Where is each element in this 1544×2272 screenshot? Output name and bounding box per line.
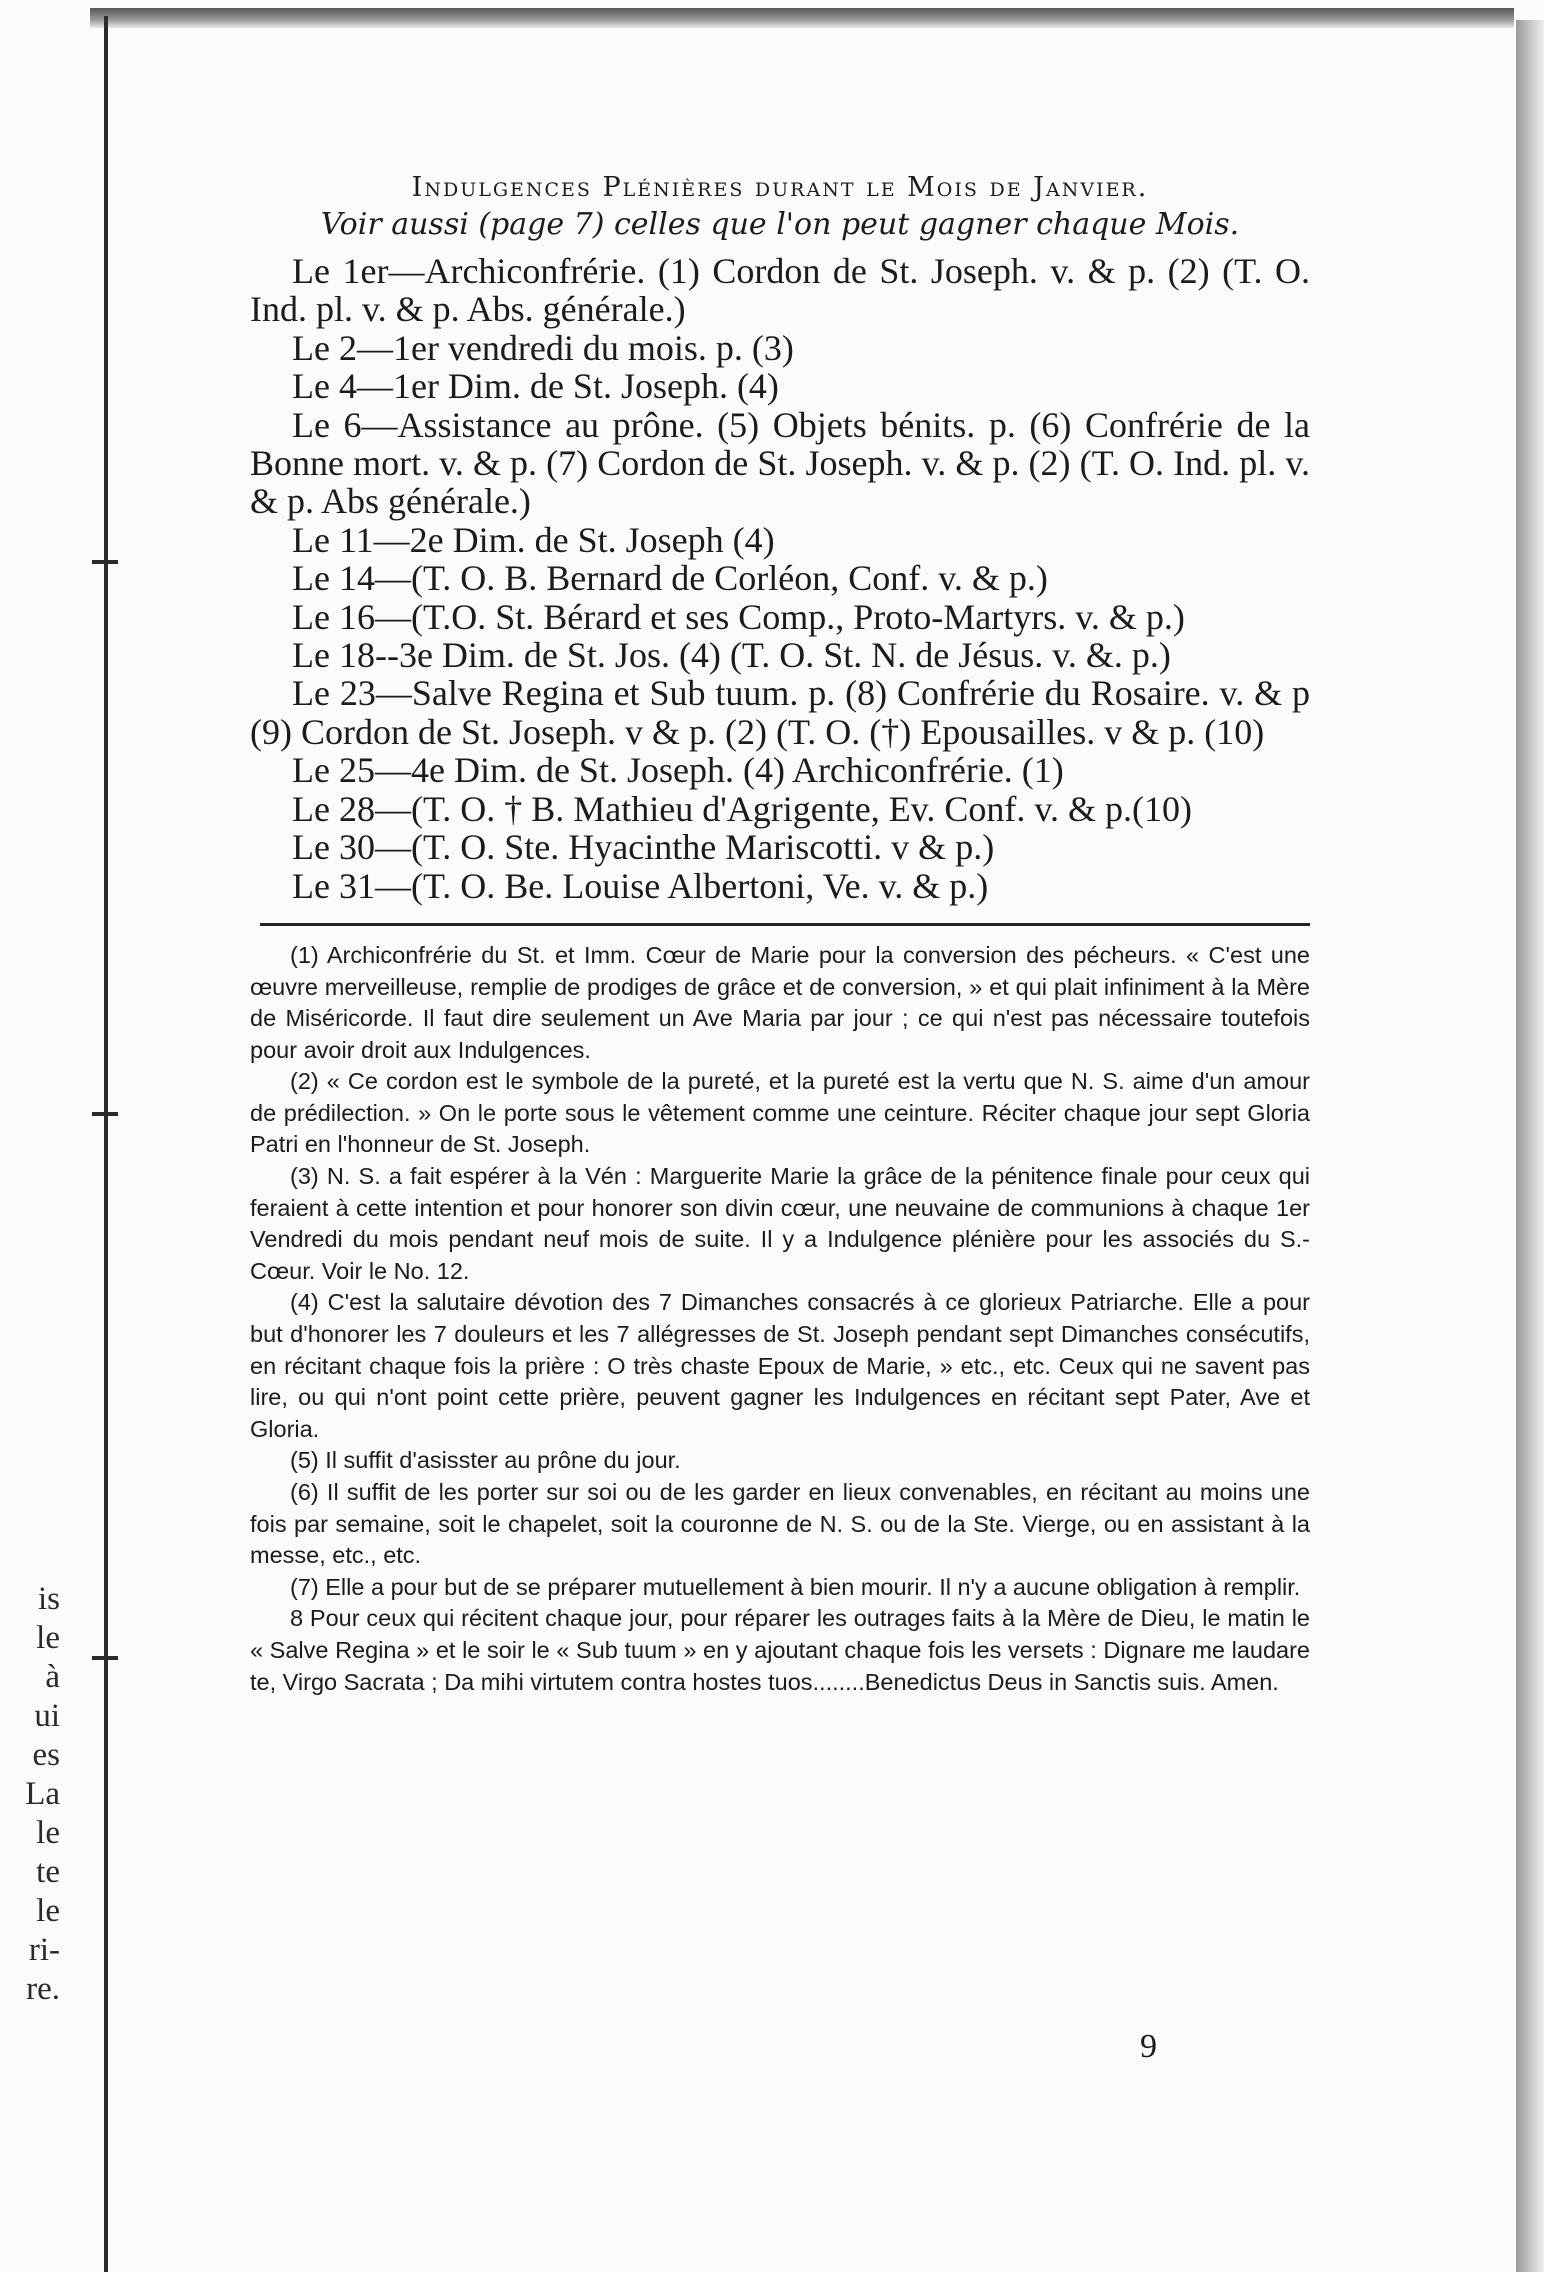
page-number: 9 bbox=[1140, 2028, 1157, 2065]
book-top-edge bbox=[90, 8, 1514, 28]
footnote: (1) Archiconfrérie du St. et Imm. Cœur de Marie pour la conversion des pécheurs. « C'est une œuvre merveilleuse, remplie de prodiges de grâce et de conversion, » et qui plait infiniment à la Mère de Miséricorde. Il faut dire seulement un Ave Maria par jour ; ce qui n'est pas nécessaire toutefois pour avoir droit aux Indulgences. bbox=[250, 941, 1310, 1063]
indulgence-entry: Le 31—(T. O. Be. Louise Albertoni, Ve. v. & p.) bbox=[292, 865, 989, 906]
fragment-line: le bbox=[36, 1815, 60, 1851]
footnote: (6) Il suffit de les porter sur soi ou de les garder en lieux convenables, en récitant au moins une fois par semaine, soit le chapelet, soit la couronne de N. S. ou de la Ste. Vierge, ou en assistant à la messe, etc., etc. bbox=[250, 1479, 1310, 1569]
page-title: Indulgences Plénières durant le Mois de Janvier. bbox=[411, 172, 1149, 203]
indulgence-entry: Le 25—4e Dim. de St. Joseph. (4) Archiconfrérie. (1) bbox=[292, 750, 1064, 791]
book-spine bbox=[104, 16, 108, 2272]
indulgence-list bbox=[250, 252, 1310, 905]
indulgence-entry: Le 11—2e Dim. de St. Joseph (4) bbox=[292, 519, 775, 560]
indulgence-entry: Le 28—(T. O. † B. Mathieu d'Agrigente, Ev. Conf. v. & p.(10) bbox=[292, 788, 1192, 829]
fragment-line: le bbox=[36, 1893, 60, 1929]
footnote-divider bbox=[260, 923, 1310, 926]
fragment-line: ui bbox=[34, 1698, 60, 1734]
indulgence-entry: Le 2—1er vendredi du mois. p. (3) bbox=[292, 327, 794, 368]
facing-page-fragments bbox=[0, 1580, 70, 2009]
indulgence-entry: Le 16—(T.O. St. Bérard et ses Comp., Proto-Martyrs. v. & p.) bbox=[292, 596, 1185, 637]
book-page bbox=[250, 172, 1310, 1698]
spine-tick bbox=[92, 560, 118, 564]
footnote: (5) Il suffit d'asisster au prône du jour. bbox=[290, 1447, 681, 1474]
fragment-line: ri- bbox=[28, 1932, 60, 1968]
fragment-line: is bbox=[37, 1581, 60, 1617]
page-right-edge bbox=[1516, 20, 1544, 2272]
fragment-line: La bbox=[25, 1776, 60, 1812]
indulgence-entry: Le 4—1er Dim. de St. Joseph. (4) bbox=[292, 366, 779, 407]
fragment-line: te bbox=[36, 1854, 60, 1890]
indulgence-entry: Le 6—Assistance au prône. (5) Objets bénits. p. (6) Confrérie de la Bonne mort. v. & p. (7) Cordon de St. Joseph. v. & p. (2) (T. O. Ind. pl. v. & p. Abs générale.) bbox=[250, 404, 1310, 522]
indulgence-entry: Le 1er—Archiconfrérie. (1) Cordon de St. Joseph. v. & p. (2) (T. O. Ind. pl. v. & p. Abs. générale.) bbox=[250, 251, 1310, 330]
indulgence-entry: Le 23—Salve Regina et Sub tuum. p. (8) Confrérie du Rosaire. v. & p (9) Cordon de St. Joseph. v & p. (2) (T. O. (†) Epousailles. v & p. (10) bbox=[250, 673, 1310, 752]
indulgence-entry: Le 14—(T. O. B. Bernard de Corléon, Conf. v. & p.) bbox=[292, 558, 1048, 599]
spine-tick bbox=[92, 1112, 118, 1116]
fragment-line: à bbox=[45, 1659, 60, 1695]
footnote: (3) N. S. a fait espérer à la Vén : Marguerite Marie la grâce de la pénitence finale pour ceux qui feraient à cette intention et pour honorer son divin cœur, une neuvaine de communions à chaque 1er Vendredi du mois pendant neuf mois de suite. Il y a Indulgence plénière pour les associés du S.-Cœur. Voir le No. 12. bbox=[250, 1163, 1310, 1284]
indulgence-entry: Le 30—(T. O. Ste. Hyacinthe Mariscotti. v & p.) bbox=[292, 827, 995, 868]
indulgence-entry: Le 18--3e Dim. de St. Jos. (4) (T. O. St. N. de Jésus. v. &. p.) bbox=[292, 635, 1171, 676]
fragment-line: le bbox=[36, 1620, 60, 1656]
footnote: (2) « Ce cordon est le symbole de la pureté, et la pureté est la vertu que N. S. aime d'un amour de prédilection. » On le porte sous le vêtement comme une ceinture. Réciter chaque jour sept Gloria Patri en l'honneur de St. Joseph. bbox=[250, 1068, 1310, 1158]
page-subtitle: Voir aussi (page 7) celles que l'on peut gagner chaque Mois. bbox=[320, 207, 1240, 242]
footnote: (7) Elle a pour but de se préparer mutuellement à bien mourir. Il n'y a aucune obligation à remplir. bbox=[290, 1573, 1301, 1600]
spine-tick bbox=[92, 1656, 118, 1660]
footnote: 8 Pour ceux qui récitent chaque jour, pour réparer les outrages faits à la Mère de Dieu, le matin le « Salve Regina » et le soir le « Sub tuum » en y ajoutant chaque fois les versets : Dignare me laudare te, Virgo Sacrata ; Da mihi virtutem contra hostes tuos........Benedictus Deus in Sanctis suis. Amen. bbox=[250, 1605, 1310, 1695]
footnotes bbox=[250, 940, 1310, 1698]
fragment-line: re. bbox=[26, 1971, 60, 2007]
footnote: (4) C'est la salutaire dévotion des 7 Dimanches consacrés à ce glorieux Patriarche. Elle a pour but d'honorer les 7 douleurs et les 7 allégresses de St. Joseph pendant sept Dimanches consécutifs, en récitant chaque fois la prière : O très chaste Epoux de Marie, » etc., etc. Ceux qui ne savent pas lire, ou qui n'ont point cette prière, peuvent gagner les Indulgences en récitant sept Pater, Ave et Gloria. bbox=[250, 1289, 1310, 1442]
fragment-line: es bbox=[32, 1737, 60, 1773]
